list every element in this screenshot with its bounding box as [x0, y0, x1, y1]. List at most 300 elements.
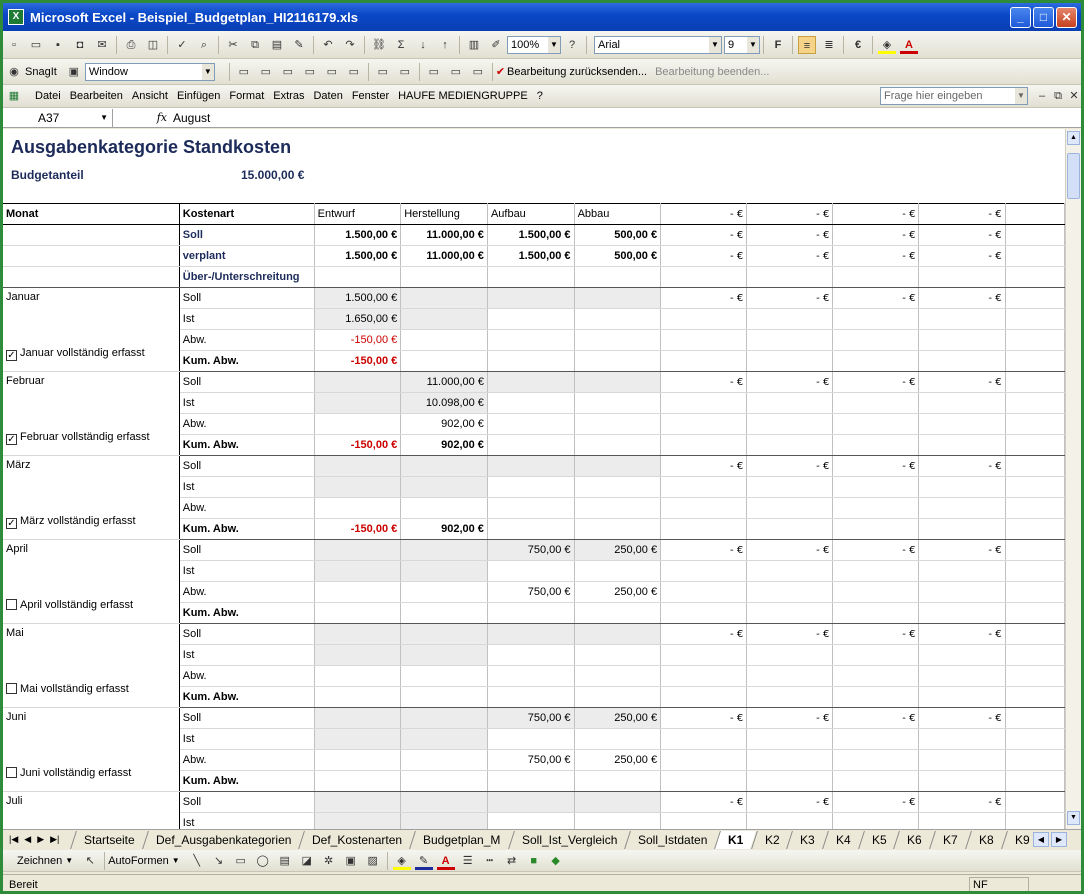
vertical-scrollbar[interactable] — [1065, 129, 1081, 829]
row-label-ist[interactable]: Ist — [179, 309, 314, 330]
verplant-value[interactable]: 500,00 € — [574, 246, 661, 267]
doc-minimize-icon[interactable]: – — [1038, 90, 1046, 102]
value-cell[interactable]: 250,00 € — [574, 750, 661, 771]
cell[interactable] — [661, 666, 747, 687]
cell[interactable] — [833, 414, 919, 435]
cell[interactable] — [314, 267, 401, 288]
empty-currency-cell[interactable]: - € — [747, 708, 833, 729]
select-pointer-icon[interactable]: ↖ — [85, 854, 95, 867]
value-cell[interactable]: 750,00 € — [487, 582, 574, 603]
cell[interactable] — [1005, 729, 1064, 750]
cell[interactable] — [747, 414, 833, 435]
month-cell[interactable] — [3, 792, 179, 830]
empty-currency-cell[interactable]: - € — [833, 540, 919, 561]
cell[interactable] — [747, 813, 833, 830]
cell[interactable] — [661, 477, 747, 498]
value-cell[interactable] — [574, 435, 661, 456]
menu-haufe[interactable]: HAUFE MEDIENGRUPPE — [398, 90, 528, 102]
row-label-soll[interactable]: Soll — [179, 708, 314, 729]
value-cell[interactable] — [487, 729, 574, 750]
oval-icon[interactable]: ◯ — [256, 854, 269, 867]
row-label-ist[interactable]: Ist — [179, 477, 314, 498]
value-cell[interactable]: 750,00 € — [487, 540, 574, 561]
cell[interactable] — [747, 351, 833, 372]
cell[interactable] — [661, 561, 747, 582]
cell[interactable] — [919, 666, 1005, 687]
cell[interactable] — [1005, 645, 1064, 666]
autoformen-menu[interactable]: AutoFormen — [108, 854, 169, 867]
value-cell[interactable]: 1.650,00 € — [314, 309, 401, 330]
menu-daten[interactable]: Daten — [313, 90, 343, 102]
line-style-icon[interactable]: ☰ — [462, 854, 473, 867]
cell[interactable] — [833, 435, 919, 456]
empty-currency-cell[interactable]: - € — [747, 288, 833, 309]
empty-currency-cell[interactable]: - € — [661, 204, 747, 225]
cell[interactable] — [833, 729, 919, 750]
cell[interactable] — [747, 750, 833, 771]
empty-currency-cell[interactable]: - € — [833, 708, 919, 729]
value-cell[interactable] — [487, 456, 574, 477]
sheet-tab[interactable] — [929, 831, 971, 849]
menu-datei[interactable]: Datei — [35, 90, 61, 102]
value-cell[interactable] — [487, 561, 574, 582]
cell[interactable] — [661, 813, 747, 830]
value-cell[interactable] — [314, 624, 401, 645]
cell[interactable] — [1005, 540, 1064, 561]
value-cell[interactable] — [574, 792, 661, 813]
next-tab-icon[interactable]: ▶ — [37, 834, 45, 844]
checkbox-checked-icon[interactable]: ✓ — [7, 350, 16, 361]
empty-currency-cell[interactable]: - € — [661, 708, 747, 729]
cell[interactable] — [1005, 666, 1064, 687]
cell[interactable] — [1005, 267, 1064, 288]
value-cell[interactable]: 250,00 € — [574, 540, 661, 561]
cell[interactable] — [661, 330, 747, 351]
month-complete-checkbox[interactable] — [6, 347, 145, 361]
review-icon-6[interactable]: ▭ — [348, 65, 360, 78]
cell[interactable] — [661, 267, 747, 288]
value-cell[interactable] — [574, 330, 661, 351]
checkbox-empty-icon[interactable] — [6, 599, 17, 610]
cell[interactable] — [747, 603, 833, 624]
empty-currency-cell[interactable]: - € — [661, 456, 747, 477]
cell[interactable] — [833, 561, 919, 582]
empty-currency-cell[interactable]: - € — [661, 225, 747, 246]
row-label-abw[interactable]: Abw. — [179, 582, 314, 603]
value-cell[interactable] — [574, 393, 661, 414]
empty-currency-cell[interactable]: - € — [747, 540, 833, 561]
tab-scroll-right-icon[interactable]: ▶ — [1051, 832, 1067, 847]
value-cell[interactable] — [574, 666, 661, 687]
soll-value[interactable]: 11.000,00 € — [401, 225, 488, 246]
month-cell[interactable] — [3, 372, 179, 456]
value-cell[interactable] — [487, 435, 574, 456]
row-label-abw[interactable]: Abw. — [179, 666, 314, 687]
undo-icon[interactable]: ↶ — [323, 38, 333, 51]
cell[interactable] — [1005, 351, 1064, 372]
cell[interactable] — [919, 561, 1005, 582]
header-col[interactable]: Herstellung — [401, 204, 488, 225]
review-icon-1[interactable]: ▭ — [238, 65, 250, 78]
zoom-select[interactable]: 100% ▼ — [507, 36, 561, 54]
cell[interactable] — [919, 498, 1005, 519]
value-cell[interactable] — [314, 729, 401, 750]
month-complete-checkbox[interactable] — [6, 767, 131, 779]
first-tab-icon[interactable]: |◀ — [9, 834, 19, 844]
line-icon[interactable]: ╲ — [193, 854, 200, 867]
last-tab-icon[interactable]: ▶| — [50, 834, 60, 844]
cell[interactable] — [747, 729, 833, 750]
review-icon-11[interactable]: ▭ — [472, 65, 484, 78]
value-cell[interactable] — [314, 582, 401, 603]
value-cell[interactable] — [314, 666, 401, 687]
cell[interactable] — [833, 666, 919, 687]
value-cell[interactable] — [401, 456, 488, 477]
value-cell[interactable] — [487, 351, 574, 372]
cell[interactable] — [574, 267, 661, 288]
sort-descending-icon[interactable]: ↑ — [442, 38, 448, 51]
month-complete-checkbox[interactable] — [6, 515, 136, 529]
cell[interactable] — [1005, 771, 1064, 792]
empty-currency-cell[interactable]: - € — [747, 624, 833, 645]
month-cell[interactable] — [3, 288, 179, 372]
cell[interactable] — [1005, 750, 1064, 771]
value-cell[interactable] — [574, 372, 661, 393]
drawing-icon[interactable]: ✐ — [491, 38, 501, 51]
empty-currency-cell[interactable]: - € — [919, 792, 1005, 813]
cell[interactable] — [661, 414, 747, 435]
align-left-icon[interactable]: ≡ — [798, 36, 816, 54]
value-cell[interactable] — [314, 414, 401, 435]
sheet-tab[interactable] — [508, 831, 630, 849]
row-label-kum[interactable]: Kum. Abw. — [179, 603, 314, 624]
workbook-icon[interactable]: ▦ — [8, 90, 20, 102]
cell[interactable] — [833, 330, 919, 351]
empty-currency-cell[interactable]: - € — [919, 204, 1005, 225]
value-cell[interactable] — [487, 645, 574, 666]
format-painter-icon[interactable]: ✎ — [294, 38, 304, 51]
cell[interactable] — [401, 267, 488, 288]
cell[interactable] — [661, 603, 747, 624]
snagit-icon[interactable]: ◉ — [9, 65, 19, 78]
month-complete-checkbox[interactable] — [6, 431, 150, 445]
value-cell[interactable] — [314, 687, 401, 708]
cell[interactable] — [1005, 246, 1064, 267]
value-cell[interactable] — [401, 792, 488, 813]
menu-bearbeiten[interactable]: Bearbeiten — [69, 90, 123, 102]
sheet-tab[interactable] — [70, 831, 148, 849]
value-cell[interactable]: 902,00 € — [401, 414, 488, 435]
value-cell[interactable] — [487, 624, 574, 645]
header-col[interactable]: Entwurf — [314, 204, 401, 225]
cell[interactable] — [833, 498, 919, 519]
menu-help[interactable]: ? — [536, 90, 543, 102]
value-cell[interactable] — [401, 330, 488, 351]
row-label-kum[interactable]: Kum. Abw. — [179, 435, 314, 456]
menu-fenster[interactable]: Fenster — [351, 90, 390, 102]
row-label-soll[interactable]: Soll — [179, 288, 314, 309]
cell[interactable] — [1005, 582, 1064, 603]
cell[interactable] — [1005, 330, 1064, 351]
review-icon-3[interactable]: ▭ — [282, 65, 294, 78]
cell[interactable] — [1005, 561, 1064, 582]
empty-currency-cell[interactable]: - € — [661, 372, 747, 393]
save-icon[interactable]: ▪ — [56, 38, 60, 51]
review-icon-10[interactable]: ▭ — [450, 65, 462, 78]
cell[interactable] — [833, 813, 919, 830]
empty-currency-cell[interactable]: - € — [747, 225, 833, 246]
menu-ansicht[interactable]: Ansicht — [131, 90, 168, 102]
value-cell[interactable] — [487, 519, 574, 540]
cell[interactable] — [919, 582, 1005, 603]
cell[interactable] — [661, 687, 747, 708]
research-icon[interactable]: ⌕ — [200, 38, 208, 51]
cell[interactable] — [3, 246, 179, 267]
soll-value[interactable]: 1.500,00 € — [314, 225, 401, 246]
cell[interactable] — [487, 267, 574, 288]
header-col[interactable]: Aufbau — [487, 204, 574, 225]
cell[interactable] — [833, 750, 919, 771]
value-cell[interactable]: 750,00 € — [487, 750, 574, 771]
snagit-settings-icon[interactable]: ▣ — [68, 65, 80, 78]
cell[interactable] — [1005, 456, 1064, 477]
value-cell[interactable] — [401, 729, 488, 750]
empty-currency-cell[interactable]: - € — [833, 792, 919, 813]
cell[interactable] — [661, 519, 747, 540]
print-icon[interactable]: ⎙ — [126, 38, 136, 51]
new-icon[interactable]: ▫ — [12, 38, 16, 51]
cell[interactable] — [747, 393, 833, 414]
empty-currency-cell[interactable]: - € — [661, 792, 747, 813]
picture-icon[interactable]: ▨ — [367, 854, 378, 867]
cell[interactable] — [833, 582, 919, 603]
cell[interactable] — [3, 225, 179, 246]
capture-mode-select[interactable]: Window ▼ — [85, 63, 215, 81]
value-cell[interactable] — [314, 393, 401, 414]
value-cell[interactable] — [487, 414, 574, 435]
value-cell[interactable] — [487, 288, 574, 309]
name-box[interactable]: A37 ▼ — [3, 109, 113, 127]
worksheet[interactable] — [3, 129, 1065, 829]
month-cell[interactable] — [3, 540, 179, 624]
value-cell[interactable] — [574, 498, 661, 519]
value-cell[interactable] — [574, 414, 661, 435]
value-cell[interactable] — [401, 645, 488, 666]
cell[interactable] — [747, 309, 833, 330]
chart-wizard-icon[interactable]: ▥ — [468, 38, 480, 51]
value-cell[interactable] — [487, 498, 574, 519]
value-cell[interactable] — [487, 792, 574, 813]
cell[interactable] — [1005, 225, 1064, 246]
cell[interactable] — [661, 582, 747, 603]
empty-currency-cell[interactable]: - € — [833, 372, 919, 393]
header-col[interactable]: Abbau — [574, 204, 661, 225]
cell[interactable] — [833, 393, 919, 414]
value-cell[interactable] — [574, 813, 661, 830]
minimize-button[interactable]: _ — [1010, 7, 1031, 28]
clipart-icon[interactable]: ▣ — [345, 854, 356, 867]
cut-icon[interactable]: ✂ — [228, 38, 238, 51]
help-icon[interactable]: ? — [568, 38, 576, 51]
cell[interactable] — [1005, 204, 1064, 225]
draw-font-color-icon[interactable]: A — [437, 852, 455, 870]
review-icon-5[interactable]: ▭ — [326, 65, 338, 78]
cell[interactable] — [833, 771, 919, 792]
cell[interactable] — [747, 267, 833, 288]
empty-currency-cell[interactable]: - € — [833, 246, 919, 267]
align-center-icon[interactable]: ≣ — [824, 38, 834, 51]
value-cell[interactable] — [487, 603, 574, 624]
review-icon-7[interactable]: ▭ — [377, 65, 389, 78]
value-cell[interactable] — [574, 729, 661, 750]
cell[interactable] — [747, 687, 833, 708]
value-cell[interactable]: -150,00 € — [314, 519, 401, 540]
cell[interactable] — [1005, 372, 1064, 393]
verplant-value[interactable]: 11.000,00 € — [401, 246, 488, 267]
cell[interactable] — [661, 750, 747, 771]
empty-currency-cell[interactable]: - € — [747, 792, 833, 813]
paste-icon[interactable]: ▤ — [271, 38, 283, 51]
cell[interactable] — [919, 519, 1005, 540]
row-label-soll[interactable]: Soll — [179, 540, 314, 561]
menu-extras[interactable]: Extras — [273, 90, 305, 102]
cell[interactable] — [919, 477, 1005, 498]
row-label-kum[interactable]: Kum. Abw. — [179, 771, 314, 792]
soll-value[interactable]: 1.500,00 € — [487, 225, 574, 246]
header-kostenart[interactable]: Kostenart — [179, 204, 314, 225]
cell[interactable] — [919, 771, 1005, 792]
menu-format[interactable]: Format — [229, 90, 265, 102]
cell[interactable] — [833, 351, 919, 372]
cell[interactable] — [661, 393, 747, 414]
row-label-abw[interactable]: Abw. — [179, 414, 314, 435]
cell[interactable] — [661, 351, 747, 372]
cell[interactable] — [747, 435, 833, 456]
value-cell[interactable]: -150,00 € — [314, 435, 401, 456]
row-label-soll[interactable]: Soll — [179, 456, 314, 477]
cell[interactable] — [919, 267, 1005, 288]
value-cell[interactable] — [401, 624, 488, 645]
value-cell[interactable] — [401, 540, 488, 561]
cell[interactable] — [1005, 477, 1064, 498]
scroll-up-icon[interactable]: ▲ — [1067, 131, 1080, 145]
cell[interactable] — [1005, 708, 1064, 729]
value-cell[interactable] — [574, 561, 661, 582]
autosum-icon[interactable]: Σ — [397, 38, 405, 51]
value-cell[interactable] — [574, 624, 661, 645]
cell[interactable] — [919, 414, 1005, 435]
rectangle-icon[interactable]: ▭ — [235, 854, 246, 867]
cell[interactable] — [661, 729, 747, 750]
doc-close-icon[interactable]: ✕ — [1069, 90, 1079, 102]
value-cell[interactable]: 250,00 € — [574, 708, 661, 729]
cell[interactable] — [747, 330, 833, 351]
row-label-kum[interactable]: Kum. Abw. — [179, 351, 314, 372]
copy-icon[interactable]: ⧉ — [251, 38, 259, 51]
value-cell[interactable] — [314, 750, 401, 771]
empty-currency-cell[interactable]: - € — [919, 540, 1005, 561]
month-cell[interactable] — [3, 708, 179, 792]
value-cell[interactable] — [487, 477, 574, 498]
value-cell[interactable] — [487, 687, 574, 708]
spelling-icon[interactable]: ✓ — [177, 38, 187, 51]
value-cell[interactable]: 750,00 € — [487, 708, 574, 729]
review-icon-4[interactable]: ▭ — [304, 65, 316, 78]
review-end-button[interactable]: Bearbeitung beenden... — [655, 65, 770, 78]
cell[interactable] — [1005, 414, 1064, 435]
cell[interactable] — [661, 645, 747, 666]
verplant-value[interactable]: 1.500,00 € — [487, 246, 574, 267]
empty-currency-cell[interactable]: - € — [747, 204, 833, 225]
cell[interactable] — [747, 477, 833, 498]
fill-color-icon[interactable]: ◈ — [878, 36, 896, 54]
month-cell[interactable] — [3, 624, 179, 708]
row-label-ist[interactable]: Ist — [179, 729, 314, 750]
value-cell[interactable] — [314, 708, 401, 729]
value-cell[interactable]: -150,00 € — [314, 330, 401, 351]
verplant-label[interactable]: verplant — [179, 246, 314, 267]
row-label-soll[interactable]: Soll — [179, 372, 314, 393]
close-button[interactable]: ✕ — [1056, 7, 1077, 28]
value-cell[interactable]: 11.000,00 € — [401, 372, 488, 393]
cell[interactable] — [833, 687, 919, 708]
value-cell[interactable] — [401, 477, 488, 498]
cell[interactable] — [919, 813, 1005, 830]
empty-currency-cell[interactable]: - € — [919, 624, 1005, 645]
verplant-value[interactable]: 1.500,00 € — [314, 246, 401, 267]
value-cell[interactable]: 902,00 € — [401, 519, 488, 540]
empty-currency-cell[interactable]: - € — [661, 246, 747, 267]
help-search-input[interactable]: Frage hier eingeben ▼ — [880, 87, 1028, 105]
value-cell[interactable] — [314, 645, 401, 666]
row-label-kum[interactable]: Kum. Abw. — [179, 519, 314, 540]
sheet-tab[interactable] — [142, 831, 304, 849]
cell[interactable] — [919, 729, 1005, 750]
value-cell[interactable] — [574, 351, 661, 372]
value-cell[interactable] — [314, 771, 401, 792]
value-cell[interactable]: -150,00 € — [314, 351, 401, 372]
empty-currency-cell[interactable]: - € — [747, 246, 833, 267]
zeichnen-menu[interactable]: Zeichnen — [17, 854, 63, 867]
menu-einfuegen[interactable]: Einfügen — [176, 90, 221, 102]
value-cell[interactable] — [487, 309, 574, 330]
month-complete-checkbox[interactable] — [6, 683, 129, 695]
row-label-abw[interactable]: Abw. — [179, 750, 314, 771]
cell[interactable] — [747, 561, 833, 582]
checkbox-empty-icon[interactable] — [6, 767, 17, 778]
value-cell[interactable]: 10.098,00 € — [401, 393, 488, 414]
email-icon[interactable]: ✉ — [97, 38, 107, 51]
bold-button[interactable]: F — [774, 38, 782, 51]
font-size-select[interactable]: 9 ▼ — [724, 36, 760, 54]
checkbox-checked-icon[interactable]: ✓ — [7, 518, 16, 529]
review-icon-9[interactable]: ▭ — [428, 65, 440, 78]
row-label-kum[interactable]: Kum. Abw. — [179, 687, 314, 708]
empty-currency-cell[interactable]: - € — [661, 288, 747, 309]
cell[interactable] — [833, 519, 919, 540]
cell[interactable] — [747, 582, 833, 603]
cell[interactable] — [833, 309, 919, 330]
review-icon-8[interactable]: ▭ — [399, 65, 411, 78]
draw-fill-color-icon[interactable]: ◈ — [393, 852, 411, 870]
value-cell[interactable] — [401, 771, 488, 792]
diagram-icon[interactable]: ✲ — [324, 854, 334, 867]
permission-icon[interactable]: ◘ — [76, 38, 84, 51]
cell[interactable] — [747, 498, 833, 519]
formula-input[interactable]: August — [173, 110, 211, 125]
redo-icon[interactable]: ↷ — [345, 38, 355, 51]
value-cell[interactable] — [401, 603, 488, 624]
